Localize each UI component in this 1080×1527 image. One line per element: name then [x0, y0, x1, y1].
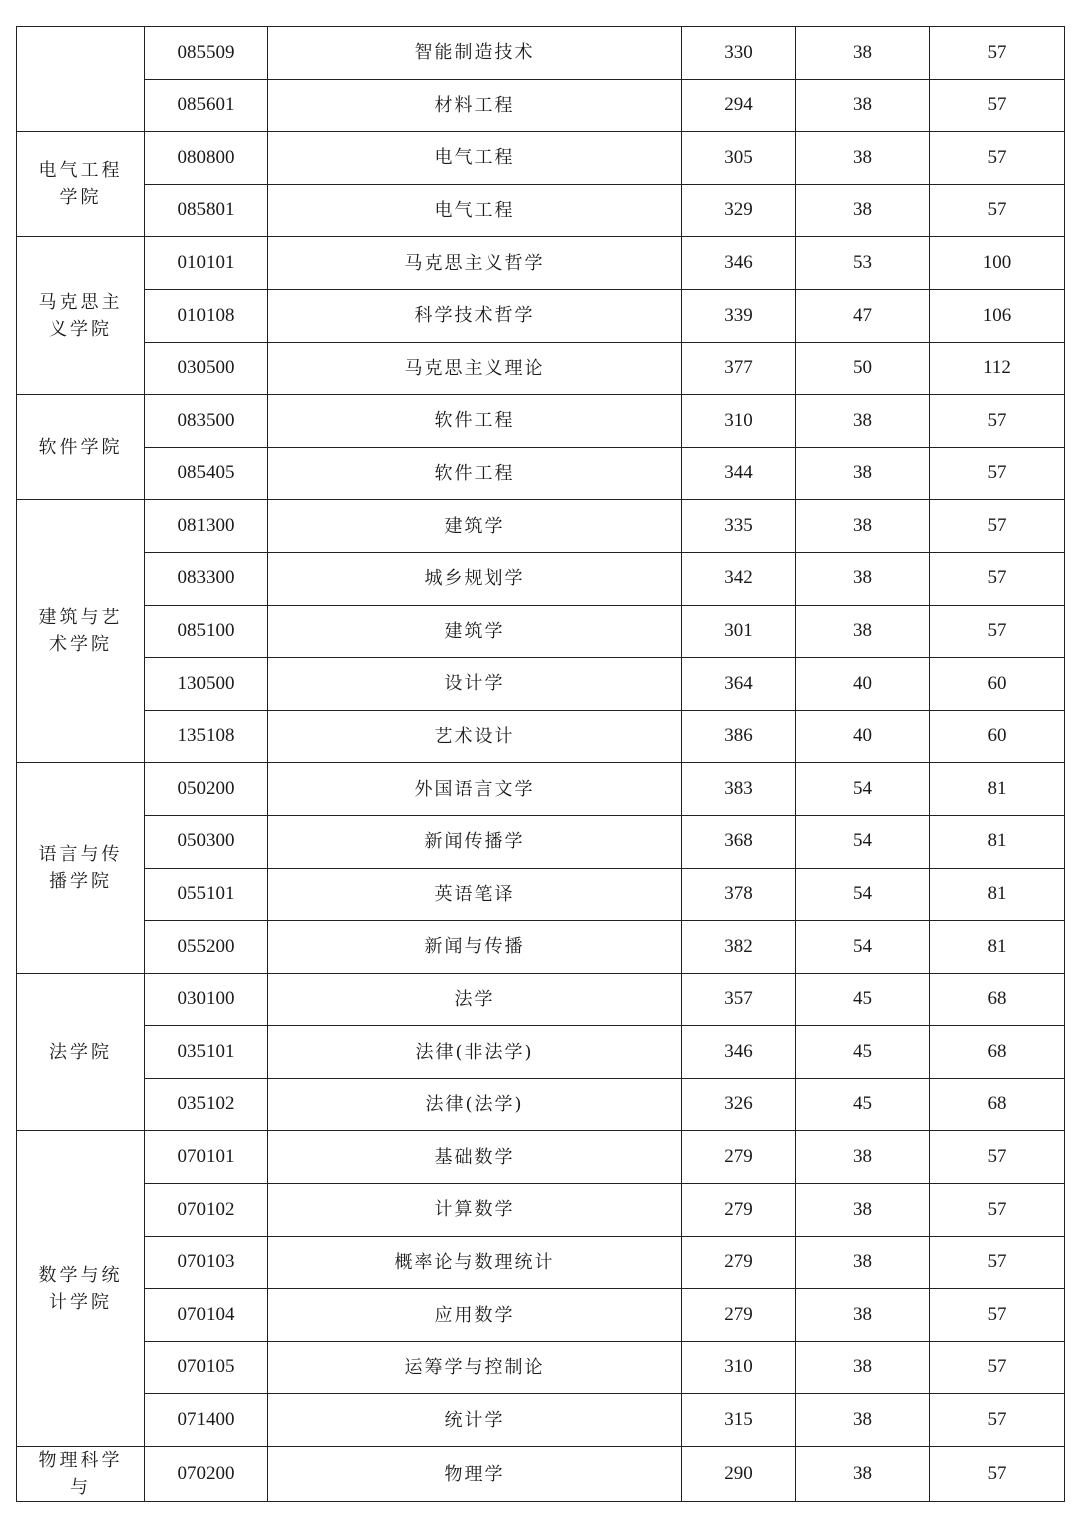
major-name-cell: 法律(非法学) — [268, 1026, 682, 1079]
single-subject-150-cell: 60 — [930, 658, 1065, 711]
major-code-cell: 030500 — [145, 342, 268, 395]
major-code-cell: 055200 — [145, 921, 268, 974]
total-score-cell: 335 — [682, 500, 796, 553]
single-subject-150-cell: 68 — [930, 1026, 1065, 1079]
major-code-cell: 085100 — [145, 605, 268, 658]
single-subject-150-cell: 57 — [930, 1447, 1065, 1502]
single-subject-100-cell: 45 — [796, 1026, 930, 1079]
major-code-cell: 035101 — [145, 1026, 268, 1079]
major-name-cell: 统计学 — [268, 1394, 682, 1447]
total-score-cell: 279 — [682, 1289, 796, 1342]
major-code-cell: 080800 — [145, 132, 268, 185]
total-score-cell: 339 — [682, 289, 796, 342]
single-subject-100-cell: 38 — [796, 500, 930, 553]
single-subject-100-cell: 45 — [796, 1078, 930, 1131]
table-row — [17, 447, 1065, 500]
major-code-cell: 070102 — [145, 1184, 268, 1237]
major-name-cell: 马克思主义哲学 — [268, 237, 682, 290]
single-subject-100-cell: 50 — [796, 342, 930, 395]
single-subject-100-cell: 38 — [796, 605, 930, 658]
major-name-cell: 法学 — [268, 973, 682, 1026]
table-row — [17, 1078, 1065, 1131]
total-score-cell: 377 — [682, 342, 796, 395]
single-subject-100-cell: 38 — [796, 79, 930, 132]
table-row — [17, 1289, 1065, 1342]
college-cell: 物理科学与 — [17, 1447, 145, 1502]
major-code-cell: 085405 — [145, 447, 268, 500]
total-score-cell: 279 — [682, 1236, 796, 1289]
score-table — [16, 26, 1065, 1502]
single-subject-100-cell: 54 — [796, 763, 930, 816]
single-subject-150-cell: 68 — [930, 1078, 1065, 1131]
single-subject-150-cell: 57 — [930, 1341, 1065, 1394]
major-name-cell: 建筑学 — [268, 605, 682, 658]
major-code-cell: 070200 — [145, 1447, 268, 1502]
total-score-cell: 383 — [682, 763, 796, 816]
single-subject-100-cell: 38 — [796, 1394, 930, 1447]
major-name-cell: 计算数学 — [268, 1184, 682, 1237]
single-subject-150-cell: 60 — [930, 710, 1065, 763]
single-subject-150-cell: 57 — [930, 1184, 1065, 1237]
total-score-cell: 326 — [682, 1078, 796, 1131]
major-name-cell: 外国语言文学 — [268, 763, 682, 816]
table-row — [17, 184, 1065, 237]
major-code-cell: 085601 — [145, 79, 268, 132]
major-code-cell: 010101 — [145, 237, 268, 290]
single-subject-100-cell: 45 — [796, 973, 930, 1026]
table-row — [17, 921, 1065, 974]
single-subject-100-cell: 54 — [796, 815, 930, 868]
single-subject-150-cell: 81 — [930, 868, 1065, 921]
single-subject-150-cell: 57 — [930, 552, 1065, 605]
major-name-cell: 科学技术哲学 — [268, 289, 682, 342]
single-subject-100-cell: 38 — [796, 1341, 930, 1394]
single-subject-150-cell: 57 — [930, 395, 1065, 448]
single-subject-150-cell: 81 — [930, 815, 1065, 868]
major-name-cell: 英语笔译 — [268, 868, 682, 921]
single-subject-150-cell: 57 — [930, 132, 1065, 185]
major-code-cell: 050300 — [145, 815, 268, 868]
major-code-cell: 085509 — [145, 27, 268, 80]
single-subject-100-cell: 54 — [796, 921, 930, 974]
single-subject-150-cell: 57 — [930, 184, 1065, 237]
single-subject-100-cell: 40 — [796, 710, 930, 763]
single-subject-100-cell: 38 — [796, 1236, 930, 1289]
total-score-cell: 310 — [682, 1341, 796, 1394]
table-row — [17, 1131, 1065, 1184]
major-name-cell: 艺术设计 — [268, 710, 682, 763]
major-code-cell: 055101 — [145, 868, 268, 921]
total-score-cell: 279 — [682, 1184, 796, 1237]
single-subject-100-cell: 38 — [796, 1447, 930, 1502]
table-row — [17, 1394, 1065, 1447]
single-subject-150-cell: 57 — [930, 1289, 1065, 1342]
major-name-cell: 建筑学 — [268, 500, 682, 553]
total-score-cell: 294 — [682, 79, 796, 132]
major-name-cell: 基础数学 — [268, 1131, 682, 1184]
total-score-cell: 315 — [682, 1394, 796, 1447]
single-subject-150-cell: 68 — [930, 973, 1065, 1026]
major-name-cell: 材料工程 — [268, 79, 682, 132]
single-subject-150-cell: 57 — [930, 1394, 1065, 1447]
table-row — [17, 868, 1065, 921]
total-score-cell: 330 — [682, 27, 796, 80]
major-code-cell: 070105 — [145, 1341, 268, 1394]
single-subject-150-cell: 81 — [930, 763, 1065, 816]
total-score-cell: 310 — [682, 395, 796, 448]
major-name-cell: 智能制造技术 — [268, 27, 682, 80]
major-name-cell: 软件工程 — [268, 447, 682, 500]
table-row — [17, 237, 1065, 290]
college-cell: 建筑与艺术学院 — [17, 500, 145, 763]
major-code-cell: 070101 — [145, 1131, 268, 1184]
major-code-cell: 050200 — [145, 763, 268, 816]
total-score-cell: 344 — [682, 447, 796, 500]
total-score-cell: 364 — [682, 658, 796, 711]
single-subject-100-cell: 53 — [796, 237, 930, 290]
single-subject-150-cell: 57 — [930, 27, 1065, 80]
single-subject-100-cell: 38 — [796, 1131, 930, 1184]
major-code-cell: 083500 — [145, 395, 268, 448]
single-subject-150-cell: 106 — [930, 289, 1065, 342]
total-score-cell: 357 — [682, 973, 796, 1026]
college-cell: 软件学院 — [17, 395, 145, 500]
table-row — [17, 1184, 1065, 1237]
single-subject-100-cell: 38 — [796, 552, 930, 605]
major-name-cell: 城乡规划学 — [268, 552, 682, 605]
table-row — [17, 132, 1065, 185]
table-row — [17, 552, 1065, 605]
total-score-cell: 279 — [682, 1131, 796, 1184]
single-subject-150-cell: 57 — [930, 447, 1065, 500]
major-code-cell: 070104 — [145, 1289, 268, 1342]
single-subject-100-cell: 54 — [796, 868, 930, 921]
single-subject-100-cell: 38 — [796, 1184, 930, 1237]
single-subject-100-cell: 38 — [796, 447, 930, 500]
single-subject-100-cell: 38 — [796, 395, 930, 448]
major-name-cell: 电气工程 — [268, 132, 682, 185]
major-name-cell: 概率论与数理统计 — [268, 1236, 682, 1289]
total-score-cell: 329 — [682, 184, 796, 237]
table-row — [17, 605, 1065, 658]
total-score-cell: 290 — [682, 1447, 796, 1502]
table-row — [17, 395, 1065, 448]
single-subject-150-cell: 100 — [930, 237, 1065, 290]
major-code-cell: 035102 — [145, 1078, 268, 1131]
major-name-cell: 运筹学与控制论 — [268, 1341, 682, 1394]
major-name-cell: 物理学 — [268, 1447, 682, 1502]
major-code-cell: 030100 — [145, 973, 268, 1026]
single-subject-150-cell: 112 — [930, 342, 1065, 395]
total-score-cell: 378 — [682, 868, 796, 921]
table-row — [17, 500, 1065, 553]
table-body — [17, 27, 1065, 1502]
total-score-cell: 342 — [682, 552, 796, 605]
college-cell: 数学与统计学院 — [17, 1131, 145, 1447]
total-score-cell: 382 — [682, 921, 796, 974]
major-name-cell: 电气工程 — [268, 184, 682, 237]
major-code-cell: 010108 — [145, 289, 268, 342]
total-score-cell: 368 — [682, 815, 796, 868]
total-score-cell: 386 — [682, 710, 796, 763]
table-row — [17, 973, 1065, 1026]
table-row — [17, 342, 1065, 395]
single-subject-100-cell: 47 — [796, 289, 930, 342]
single-subject-150-cell: 57 — [930, 79, 1065, 132]
table-row — [17, 1341, 1065, 1394]
total-score-cell: 346 — [682, 1026, 796, 1079]
single-subject-150-cell: 81 — [930, 921, 1065, 974]
major-name-cell: 法律(法学) — [268, 1078, 682, 1131]
table-row — [17, 1236, 1065, 1289]
major-code-cell: 085801 — [145, 184, 268, 237]
major-name-cell: 软件工程 — [268, 395, 682, 448]
table-row — [17, 79, 1065, 132]
college-cell: 语言与传播学院 — [17, 763, 145, 973]
major-code-cell: 135108 — [145, 710, 268, 763]
total-score-cell: 301 — [682, 605, 796, 658]
single-subject-100-cell: 38 — [796, 27, 930, 80]
major-code-cell: 070103 — [145, 1236, 268, 1289]
major-name-cell: 设计学 — [268, 658, 682, 711]
single-subject-150-cell: 57 — [930, 500, 1065, 553]
college-cell: 电气工程学院 — [17, 132, 145, 237]
single-subject-100-cell: 40 — [796, 658, 930, 711]
major-name-cell: 应用数学 — [268, 1289, 682, 1342]
major-code-cell: 130500 — [145, 658, 268, 711]
total-score-cell: 305 — [682, 132, 796, 185]
table-row — [17, 289, 1065, 342]
major-name-cell: 新闻传播学 — [268, 815, 682, 868]
table-row — [17, 1026, 1065, 1079]
single-subject-150-cell: 57 — [930, 1131, 1065, 1184]
college-cell: 马克思主义学院 — [17, 237, 145, 395]
major-code-cell: 081300 — [145, 500, 268, 553]
major-code-cell: 083300 — [145, 552, 268, 605]
table-row — [17, 815, 1065, 868]
total-score-cell: 346 — [682, 237, 796, 290]
major-name-cell: 马克思主义理论 — [268, 342, 682, 395]
table-row — [17, 1447, 1065, 1502]
college-cell: 法学院 — [17, 973, 145, 1131]
table-row — [17, 27, 1065, 80]
single-subject-100-cell: 38 — [796, 132, 930, 185]
table-row — [17, 658, 1065, 711]
table-row — [17, 763, 1065, 816]
single-subject-150-cell: 57 — [930, 605, 1065, 658]
table-row — [17, 710, 1065, 763]
single-subject-150-cell: 57 — [930, 1236, 1065, 1289]
major-code-cell: 071400 — [145, 1394, 268, 1447]
major-name-cell: 新闻与传播 — [268, 921, 682, 974]
single-subject-100-cell: 38 — [796, 1289, 930, 1342]
college-cell — [17, 27, 145, 132]
single-subject-100-cell: 38 — [796, 184, 930, 237]
